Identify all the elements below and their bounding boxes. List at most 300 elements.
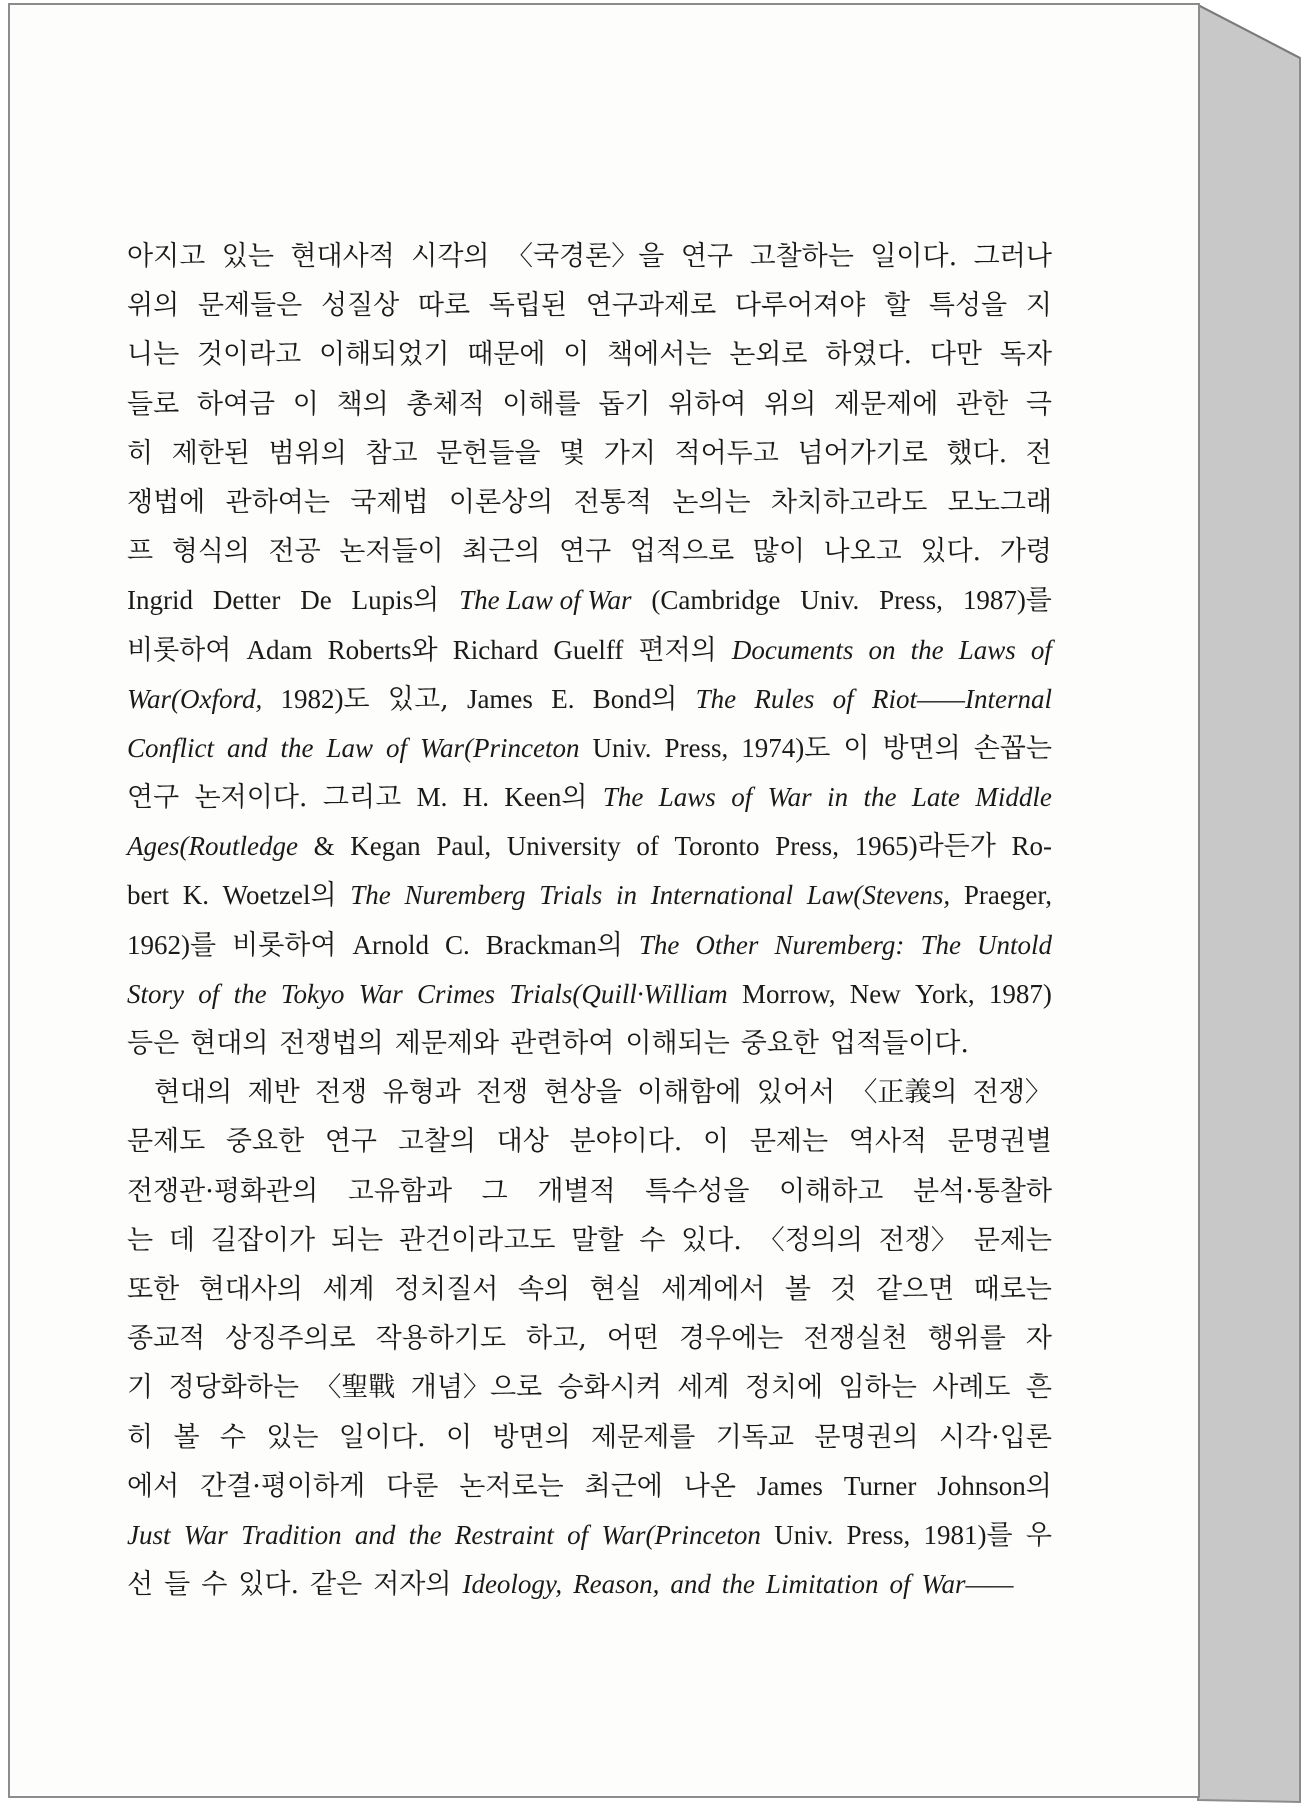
word: 〈국경론〉을	[506, 241, 665, 272]
word: 전통적	[573, 486, 652, 518]
word: University	[506, 831, 621, 862]
word: 현대의	[154, 1077, 233, 1109]
word: 문제들은	[197, 290, 303, 322]
word: Richard	[452, 634, 539, 665]
word: James	[466, 683, 533, 714]
word: 관하여는	[225, 486, 330, 518]
word: 승화시켜	[557, 1372, 662, 1404]
word: Press,	[664, 732, 729, 763]
word: Adam	[246, 634, 313, 665]
text-line	[127, 1511, 1052, 1560]
word: 선	[127, 1569, 154, 1601]
word: 우	[1025, 1519, 1052, 1551]
word: of	[636, 831, 659, 862]
text-line	[127, 380, 1052, 429]
word: Praeger,	[963, 880, 1052, 911]
word: Paul,	[436, 831, 492, 862]
word: 관련하여	[510, 1028, 615, 1059]
word: 전쟁관·평화관의	[127, 1175, 319, 1207]
word: Bond의	[592, 683, 678, 714]
text-line	[127, 822, 1052, 871]
word: 흔	[1025, 1372, 1052, 1404]
text-line	[127, 1216, 1052, 1265]
word: and	[354, 1519, 396, 1550]
word: 나온	[683, 1470, 736, 1502]
word: 시각의	[411, 241, 490, 272]
word: 1962)를	[127, 929, 217, 960]
word: 수	[201, 1569, 228, 1601]
word: 업적으로	[629, 536, 735, 568]
word: 전	[1025, 437, 1052, 469]
word: 1987)	[988, 978, 1052, 1009]
word: 분석·통찰하	[912, 1175, 1052, 1207]
word: 방면의	[492, 1421, 571, 1453]
word: International	[650, 880, 794, 911]
word: Nuremberg:	[774, 929, 905, 960]
word: 문제는	[749, 1126, 829, 1158]
word: 기	[127, 1372, 154, 1404]
word: 다룬	[386, 1470, 439, 1502]
word: 이해되었기	[319, 339, 450, 371]
word: 때로는	[973, 1273, 1052, 1305]
word: M.	[416, 782, 448, 813]
word: 있다.	[920, 536, 982, 568]
word: 비롯하여	[232, 929, 337, 961]
word: 있는	[266, 1421, 319, 1453]
text-line	[127, 970, 1052, 1019]
word: 이해를	[502, 388, 581, 420]
word: 세계	[322, 1273, 375, 1305]
word: 논외로	[729, 339, 808, 371]
word: 관한	[955, 388, 1009, 420]
word: 현대사의	[198, 1273, 303, 1305]
word: 문명권별	[947, 1126, 1052, 1158]
word: 는	[127, 1224, 154, 1256]
word: H.	[462, 782, 489, 813]
word: of	[731, 782, 753, 813]
text-line	[127, 1117, 1052, 1166]
word: Laws	[958, 634, 1016, 665]
word: 현대의	[190, 1028, 269, 1059]
word: 고찰하는	[749, 241, 854, 272]
word: 할	[884, 290, 911, 322]
word: Morrow,	[741, 978, 836, 1009]
word: 고유함과	[347, 1175, 453, 1207]
word: 히	[127, 437, 154, 469]
word: York,	[915, 978, 975, 1009]
word: 했다.	[946, 437, 1008, 469]
word: Woetzel의	[222, 880, 337, 911]
word: Riot——Internal	[871, 683, 1052, 714]
word: 연구	[127, 782, 180, 814]
word: 다만	[929, 339, 982, 371]
word: 논저이다.	[194, 782, 308, 814]
book-spine-face	[1198, 5, 1300, 1802]
word: the	[863, 782, 897, 813]
word: 기독교	[715, 1421, 794, 1453]
text-line	[127, 281, 1052, 330]
word: 가지	[603, 437, 656, 469]
word: 간결·평이하게	[200, 1470, 366, 1502]
word: 작용하기도	[375, 1323, 507, 1355]
word: Law(Stevens,	[806, 880, 951, 911]
text-line	[127, 1314, 1052, 1363]
word: War(Princeton	[420, 732, 580, 763]
word: 전쟁법의	[279, 1028, 384, 1059]
word: bert	[127, 880, 169, 911]
word: Laws	[658, 782, 716, 813]
word: Ages(Routledge	[127, 831, 298, 862]
word: Tradition	[241, 1519, 342, 1550]
word: 있다.	[681, 1224, 742, 1256]
word: Untold	[976, 929, 1052, 960]
word: 볼	[784, 1273, 811, 1305]
word: 이	[446, 1421, 473, 1453]
word: 특수성을	[645, 1175, 750, 1207]
word: Middle	[975, 782, 1052, 813]
word: 따로	[417, 290, 471, 322]
text-line	[127, 527, 1052, 576]
word: Conflict	[127, 732, 214, 763]
word: Johnson의	[937, 1470, 1052, 1501]
word: The	[695, 683, 737, 714]
word: 연구	[324, 1126, 378, 1158]
word: 참고	[365, 437, 418, 469]
word: Univ.	[592, 732, 652, 763]
word: 범위의	[268, 437, 347, 469]
word: 1974)도	[741, 732, 831, 763]
word: Restraint	[454, 1519, 554, 1550]
word: Keen의	[504, 782, 588, 813]
word: 비롯하여	[127, 634, 232, 666]
word: Ingrid	[127, 585, 193, 616]
word: 관건이라고도	[398, 1224, 556, 1256]
text-line	[127, 478, 1052, 527]
word: 시각·입론	[938, 1421, 1052, 1453]
word: 문제도	[127, 1126, 206, 1158]
word: 중요한	[225, 1126, 305, 1158]
word: 자	[1025, 1323, 1052, 1355]
word: 논저로는	[459, 1470, 564, 1502]
word: 데	[168, 1224, 195, 1256]
word: 그	[481, 1175, 508, 1207]
paragraph	[127, 1068, 1052, 1609]
word: 전쟁실천	[803, 1323, 908, 1355]
word: 말할	[571, 1224, 624, 1256]
word: Detter	[212, 585, 281, 616]
word: 수	[219, 1421, 246, 1453]
word: 이	[843, 732, 870, 764]
word: Law	[326, 732, 374, 763]
word: 하고,	[526, 1323, 587, 1355]
word: Limitation	[765, 1569, 879, 1600]
word: James	[756, 1470, 823, 1501]
text-line	[127, 1068, 1052, 1117]
word: 위의	[127, 290, 180, 322]
word: the	[721, 1569, 755, 1600]
word: 수	[639, 1224, 666, 1256]
word: of	[1030, 634, 1052, 665]
word: of	[832, 683, 854, 714]
word: 세계	[677, 1372, 730, 1404]
word: 〈정의의	[757, 1224, 863, 1256]
word: Trials(Quill·William	[509, 978, 728, 1009]
word: 1981)를	[923, 1519, 1013, 1550]
word: 대상	[496, 1126, 549, 1158]
word: 최근의	[462, 536, 541, 568]
word: 차치하고라도	[770, 486, 928, 518]
word: the	[408, 1519, 442, 1550]
word: The	[920, 929, 961, 960]
word: 위의	[764, 388, 817, 420]
word: Late	[911, 782, 960, 813]
word: War——	[921, 1569, 1014, 1600]
word: 연구	[559, 536, 612, 568]
word: Roberts와	[327, 634, 438, 665]
word: 때문에	[467, 339, 546, 371]
word: 1982)도	[280, 683, 370, 714]
word: Ideology,	[462, 1569, 563, 1600]
word: 문헌들을	[436, 437, 541, 469]
word: Just	[127, 1519, 171, 1550]
word: 논저들이	[339, 536, 444, 568]
text-line	[127, 724, 1052, 773]
word: 최근에	[584, 1470, 663, 1502]
word: The Law of War	[459, 585, 632, 616]
word: 성질상	[320, 290, 400, 322]
word: Nuremberg	[404, 880, 526, 911]
word: Other	[695, 929, 759, 960]
word: &	[313, 831, 335, 862]
word: 연구과제로	[585, 290, 717, 322]
word: 제문제를	[591, 1421, 696, 1453]
word: 돕기	[598, 388, 651, 420]
word: 개별적	[537, 1175, 616, 1207]
word: 형식의	[171, 536, 250, 568]
word: The	[602, 782, 644, 813]
word: 모노그래	[947, 486, 1052, 518]
word: War(Princeton	[601, 1519, 761, 1550]
word: 또한	[127, 1273, 180, 1305]
word: in	[827, 782, 849, 813]
text-line	[127, 1363, 1052, 1412]
word: 그러나	[973, 241, 1052, 272]
word: 손꼽는	[973, 732, 1052, 764]
word: of	[889, 1569, 911, 1600]
text-line	[127, 1265, 1052, 1314]
word: 볼	[173, 1421, 200, 1453]
word: 현상을	[543, 1077, 622, 1109]
word: 종교적	[127, 1323, 206, 1355]
word: Trials	[539, 880, 603, 911]
word: 논의는	[672, 486, 751, 518]
text-line	[127, 773, 1052, 822]
word: Turner	[843, 1470, 917, 1501]
text-line	[127, 1167, 1052, 1216]
word: 제반	[247, 1077, 300, 1109]
text-line	[127, 921, 1052, 970]
text-line	[127, 576, 1052, 625]
word: the	[280, 732, 314, 763]
word: 에서	[127, 1470, 180, 1502]
word: 분야이다.	[569, 1126, 683, 1158]
word: 연구	[680, 241, 733, 272]
word: 전쟁〉	[878, 1224, 958, 1256]
text-line	[127, 675, 1052, 724]
word: 특성을	[928, 290, 1008, 322]
word: 전공	[268, 536, 321, 568]
word: New	[849, 978, 901, 1009]
word: 니는	[127, 339, 180, 371]
word: the	[910, 634, 944, 665]
word: 그리고	[322, 782, 402, 814]
word: 〈聖戰	[314, 1372, 396, 1404]
word: in	[615, 880, 637, 911]
word: 등은	[127, 1028, 180, 1059]
word: 제문제에	[833, 388, 939, 420]
word: 정치에	[744, 1372, 824, 1404]
word: 유형과	[382, 1077, 461, 1109]
word: 지	[1025, 290, 1052, 322]
word: 속의	[517, 1273, 570, 1305]
text-line	[127, 1019, 1052, 1068]
word: of	[386, 732, 408, 763]
word: 1987)를	[962, 585, 1052, 616]
word: 정당화하는	[168, 1372, 299, 1404]
word: Lupis의	[351, 585, 440, 616]
word: 독립된	[488, 290, 568, 322]
word: 것이라고	[196, 339, 302, 371]
word: 문제는	[973, 1224, 1052, 1256]
word: 사례도	[932, 1372, 1011, 1404]
word: 넘어가기로	[797, 437, 928, 469]
word: 전쟁〉	[972, 1077, 1052, 1109]
word: 방면의	[882, 732, 961, 764]
word: 이	[703, 1126, 730, 1158]
word: 현실	[589, 1273, 642, 1305]
word: Kegan	[350, 831, 421, 862]
word: 책에서는	[607, 339, 712, 371]
word: 가령	[999, 536, 1052, 568]
word: 되는	[330, 1224, 384, 1256]
word: 이	[292, 388, 319, 420]
word: 역사적	[848, 1126, 927, 1158]
word: 이해하고	[779, 1175, 884, 1207]
word: 극	[1025, 388, 1052, 420]
word: 하였다.	[825, 339, 913, 371]
text-line	[127, 871, 1052, 920]
text-line	[127, 1462, 1052, 1511]
word: 쟁법에	[127, 486, 206, 518]
word: 현대사적	[290, 241, 395, 272]
word: 다루어져야	[734, 290, 866, 322]
word: 하여금	[196, 388, 276, 420]
word: 문명권의	[814, 1421, 919, 1453]
word: Toronto	[674, 831, 760, 862]
word: Ro-	[1011, 831, 1052, 862]
word: 행위를	[927, 1323, 1006, 1355]
word: 세계에서	[661, 1273, 766, 1305]
word: The	[350, 880, 391, 911]
word: 히	[127, 1421, 154, 1453]
word: Univ.	[800, 585, 860, 616]
word: 나오고	[823, 536, 902, 568]
word: 들	[164, 1569, 191, 1601]
word: 들로	[127, 388, 180, 420]
word: 이론상의	[448, 486, 554, 518]
word: 프	[127, 536, 154, 568]
word: Press,	[879, 585, 943, 616]
word: The	[638, 929, 680, 960]
word: 〈正義의	[850, 1077, 958, 1109]
word: 몇	[559, 437, 586, 469]
word: 이해함에	[637, 1077, 742, 1109]
word: War	[767, 782, 812, 813]
word: 1965)라든가	[854, 831, 996, 862]
word: Crimes	[417, 978, 496, 1009]
word: Story	[127, 978, 184, 1009]
paragraph	[127, 232, 1052, 1068]
word: War	[183, 1519, 228, 1550]
word: 이해되는	[625, 1028, 730, 1059]
word: on	[868, 634, 896, 665]
word: 중요한	[740, 1028, 819, 1059]
word: 총체적	[406, 388, 485, 420]
text-line	[127, 429, 1052, 478]
word: 책의	[336, 388, 389, 420]
word: 많이	[752, 536, 805, 568]
word: 있는	[221, 241, 274, 272]
text-line	[127, 232, 1052, 281]
word: War(Oxford,	[127, 683, 263, 714]
word: Press,	[775, 831, 839, 862]
page-body-text	[127, 232, 1052, 1609]
word: 적어두고	[674, 437, 779, 469]
word: De	[300, 585, 332, 616]
word: 일이다.	[338, 1421, 426, 1453]
word: 전쟁	[315, 1077, 368, 1109]
word: 길잡이가	[210, 1224, 316, 1256]
word: Rules	[754, 683, 815, 714]
word: 임하는	[838, 1372, 917, 1404]
word: Reason,	[573, 1569, 660, 1600]
word: and	[670, 1569, 711, 1600]
word: 있다.	[238, 1569, 300, 1601]
word: 아지고	[127, 241, 206, 272]
word: Univ.	[774, 1519, 834, 1550]
word: 독자	[999, 339, 1052, 371]
word: 제한된	[171, 437, 250, 469]
word: Press,	[846, 1519, 911, 1550]
word: Guelff	[553, 634, 624, 665]
text-line	[127, 330, 1052, 379]
text-line	[127, 626, 1052, 675]
word: 같으면	[875, 1273, 955, 1305]
text-line	[127, 1413, 1052, 1462]
word: 위하여	[668, 388, 747, 420]
word: 고찰의	[397, 1126, 476, 1158]
word: 일이다.	[870, 241, 958, 272]
text-line	[127, 1560, 1052, 1609]
word: Brackman의	[485, 929, 623, 960]
word: C.	[445, 929, 470, 960]
word: 저자의	[373, 1569, 452, 1601]
word: of	[198, 978, 220, 1009]
word: 것	[830, 1273, 857, 1305]
word: 편저의	[638, 634, 717, 666]
word: Tokyo	[280, 978, 345, 1009]
word: 정치질서	[394, 1273, 499, 1305]
